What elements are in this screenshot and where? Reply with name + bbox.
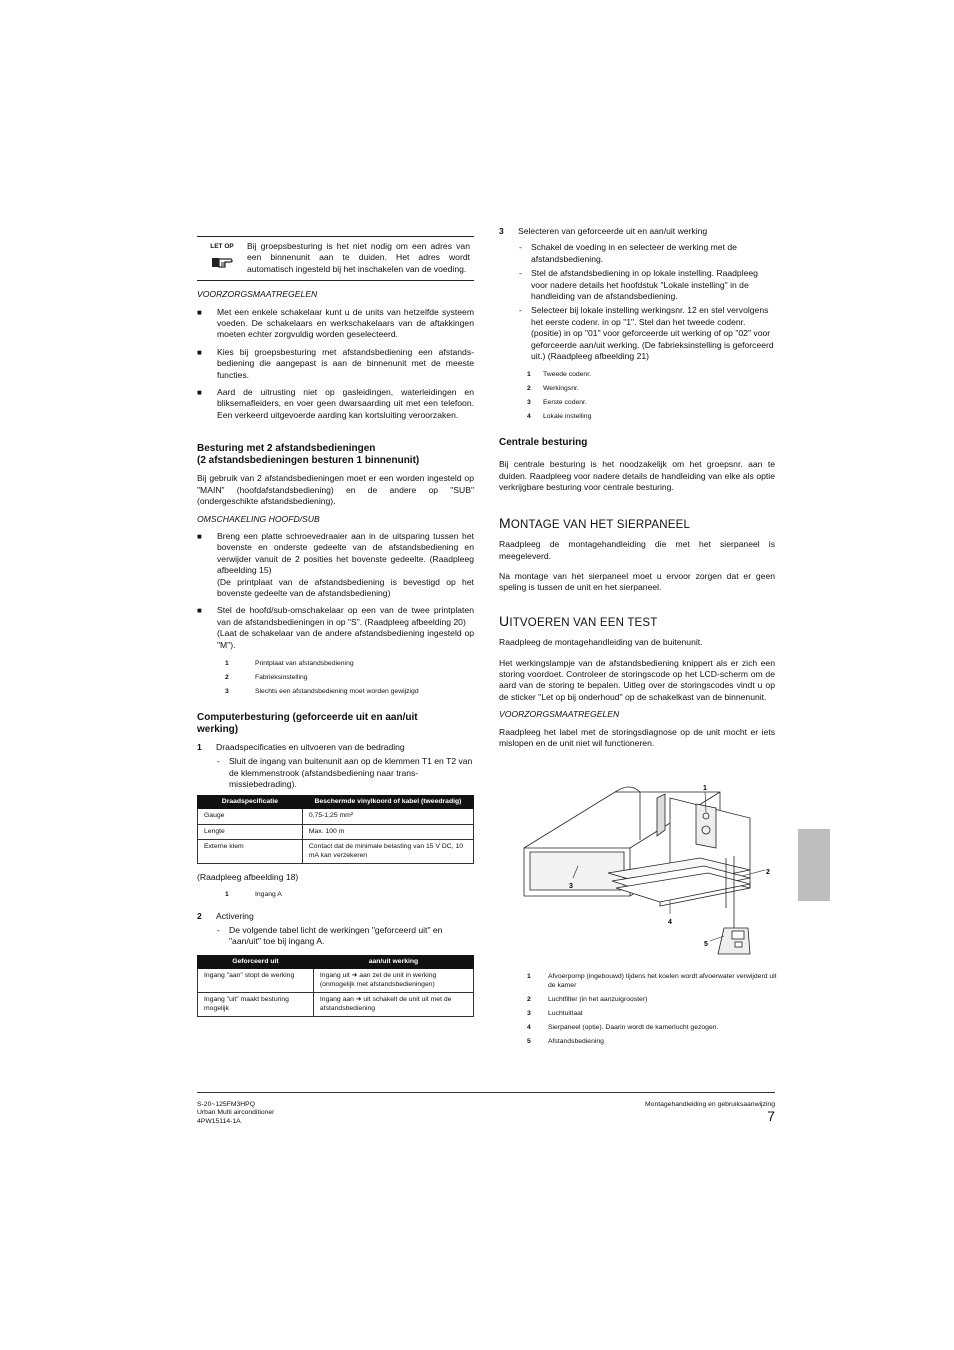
precaution-item: ■ Kies bij groepsbesturing met afstandsbediening een afstands-bediening die aangepast is aan de binnenunit met de meeste functies. (197, 346, 474, 380)
numbered-step: 1 Draadspecificaties en uitvoeren van de bedrading (197, 741, 405, 752)
dash-item: - Schakel de voeding in en selecteer de werking met de afstandsbediening. (519, 242, 737, 264)
test-text: Raadpleeg de montagehandleiding van de buitenunit. (499, 637, 703, 648)
right-column (499, 226, 775, 755)
callout-label: 4 (668, 919, 672, 926)
figure-reference: (Raadpleeg afbeelding 18) (197, 872, 299, 883)
wire-spec-table (197, 795, 474, 865)
note-box (197, 236, 474, 281)
test-heading: UITVOEREN VAN EEN TEST (499, 612, 658, 629)
legend-item: 1 Ingang A (225, 890, 282, 898)
two-remotes-heading: Besturing met 2 afstandsbedieningen (2 afstandsbedieningen besturen 1 binnenunit) (197, 443, 420, 467)
switch-step: ■ Stel de hoofd/sub-omschakelaar op een van de twee printplaten van de afstandsbedieningen in op "S". (Raadpleeg afbeelding 20) (Laat de schakelaar van de andere afstandsbediening ingesteld op "M"). (197, 605, 474, 650)
table-row: Ingang "aan" stopt de werking Ingang uit ➜ aan zet de unit in werking (onmogelijk met afstandsbedieningen) (198, 969, 474, 993)
computer-control-heading: Computerbesturing (geforceerde uit en aan/uit werking) (197, 711, 418, 735)
note-label-block (197, 241, 247, 275)
table-header: Geforceerd uit (198, 955, 314, 969)
footer-model: S-20~125FM3HPQ (197, 1101, 255, 1108)
page-number: 7 (767, 1108, 775, 1124)
legend-item: 1 Printplaat van afstandsbediening (225, 659, 354, 667)
numbered-step: 2 Activering (197, 910, 254, 921)
footer-code: 4PW15114-1A (197, 1117, 241, 1125)
section-tab-marker (798, 829, 830, 901)
table-header: Draadspecificatie (198, 795, 303, 809)
dash-item: - Selecteer bij lokale instelling werkingsnr. 12 en stel vervolgens het eerste codenr. in op "1". Stel dan het tweede codenr. (positie) in op "01" voor geforceerde uit werking of op "02" voor geforceerde aan/uit werking. (De fabrieksinstelling is geforceerd uit.) (Raadpleeg afbeelding 21) (519, 305, 774, 362)
test-text: Raadpleeg het label met de storingsdiagnose op de unit mocht er iets mislopen en de unit niet wil functioneren. (499, 726, 775, 748)
callout-label: 1 (703, 785, 707, 792)
central-control-heading: Centrale besturing (499, 437, 588, 449)
montage-text: Na montage van het sierpaneel moet u ervoor zorgen dat er geen speling is tussen de unit en het sierpaneel. (499, 570, 775, 593)
table-row: Lengte Max. 100 m (198, 824, 474, 840)
table-header: Beschermde vinylkoord of kabel (tweedradig) (302, 795, 473, 809)
dash-item: - Stel de afstandsbediening in op lokale instelling. Raadpleeg voor nadere details het hoofdstuk "Lokale instelling" in de handleiding van de afstandsbediening. (519, 268, 758, 302)
legend-item: 5 Afstandsbediening (527, 1038, 604, 1045)
dash-item: - De volgende tabel licht de werkingen "geforceerd uit" en "aan/uit" toe bij ingang A. (217, 924, 443, 947)
figure-legend (527, 972, 777, 1051)
central-control-text: Bij centrale besturing is het noodzakelijk om het groepsnr. aan te duiden. Raadpleeg voor nadere details de handleiding van elke als optie verkrijgbare besturing voor centrale besturing. (499, 459, 775, 493)
legend-item: 4 Lokale instelling (527, 413, 592, 421)
note-label: LET OP (210, 243, 234, 250)
indoor-unit-figure (520, 778, 775, 968)
precaution-item: ■ Met een enkele schakelaar kunt u de units van hetzelfde systeem voeden. De schakelaars en werkschakelaars van de aftakkingen moeten echter zorgvuldig worden geselecteerd. (197, 306, 474, 340)
callout-label: 3 (569, 883, 573, 890)
legend-item: 4 Sierpaneel (optie). Daarin wordt de kamerlucht gezogen. (527, 1024, 719, 1031)
callout-label: 5 (704, 941, 708, 948)
footer-product: Urban Multi airconditioner (197, 1109, 275, 1117)
table-row: Ingang "uit" maakt besturing mogelijk Ingang aan ➜ uit schakelt de unit uit met de afstandsbediening (198, 993, 474, 1017)
precaution-item: ■ Aard de uitrusting niet op gasleidingen, waterleidingen en bliksemafleiders, en voer geen dwarsaarding uit met een telefoon. Een verkeerd uitgevoerde aarding kan kortsluiting veroorzaken. (197, 387, 474, 420)
switch-step: ■ Breng een platte schroevedraaier aan in de uitsparing tussen het bovenste en onderste gedeelte van de afstandsbediening en verwijder vanuit de 2 posities het bovenste gedeelte. (Raadpleeg afbeelding 15) (De printplaat van de afstandsbediening is bevestigd op het bovenste gedeelte van de afstandsbediening) (197, 530, 474, 598)
legend-item: 2 Luchtfilter (in het aanzuigrooster) (527, 996, 648, 1003)
footer-left (197, 1101, 274, 1126)
callout-label: 2 (766, 869, 770, 876)
montage-heading: MONTAGE VAN HET SIERPANEEL (499, 514, 691, 531)
left-column (197, 236, 474, 1025)
footer-divider (197, 1092, 775, 1093)
legend-item: 3 Eerste codenr. (527, 399, 587, 407)
numbered-step: 3 Selecteren van geforceerde uit en aan/uit werking (499, 226, 708, 236)
two-remotes-intro: Bij gebruik van 2 afstandsbedieningen moet er een worden ingesteld op "MAIN" (hoofdafstandsbediening) en de andere op "SUB" (ondergeschikte afstandsbediening). (197, 473, 474, 507)
table-row: Gauge 0,75-1,25 mm² (198, 809, 474, 825)
test-text: Het werkingslampje van de afstandsbediening knippert als er zich een storing voordoet. Controleer de storingscode op het LCD-scherm om de aard van de storing te bepalen. Uitleg over de storingscodes vindt u op de sticker "Let op bij onderhoud" op de schakelkast van de binnenunit. (499, 657, 775, 702)
table-row: Externe klem Contact dat de minimale belasting van 15 V DC, 10 mA kan verzekeren (198, 840, 474, 864)
table-header: aan/uit werking (313, 955, 473, 969)
note-text: Bij groepsbesturing is het niet nodig om een adres van een binnenunit aan te duiden. Het adres wordt automatisch ingesteld bij het inschakelen van de voeding. (247, 241, 470, 274)
pointing-hand-icon (211, 255, 233, 269)
legend-item: 3 Slechts een afstandsbediening moet worden gewijzigd (225, 687, 419, 695)
test-caution-heading: VOORZORGSMAATREGELEN (499, 709, 620, 720)
legend-item: 1 Afvoerpomp (ingebouwd) tijdens het koelen wordt afvoerwater verwijderd uit de kamer (527, 973, 777, 989)
legend-item: 2 Werkingsnr. (527, 385, 579, 393)
footer-manual-title: Montagehandleiding en gebruiksaanwijzing (645, 1101, 775, 1108)
montage-text: Raadpleeg de montagehandleiding die met het sierpaneel is meegeleverd. (499, 539, 775, 561)
switch-heading: OMSCHAKELING HOOFD/SUB (197, 513, 320, 524)
legend-item: 3 Luchtuitlaat (527, 1010, 583, 1017)
dash-item: - Sluit de ingang van buitenunit aan op de klemmen T1 en T2 van de klemmenstrook (afstandsbediening naar trans-missiebedrading). (217, 756, 473, 790)
legend-item: 1 Tweede codenr. (527, 371, 591, 379)
operation-mode-table (197, 955, 474, 1018)
legend-item: 2 Fabrieksinstelling (225, 673, 308, 681)
precautions-heading: VOORZORGSMAATREGELEN (197, 289, 318, 300)
